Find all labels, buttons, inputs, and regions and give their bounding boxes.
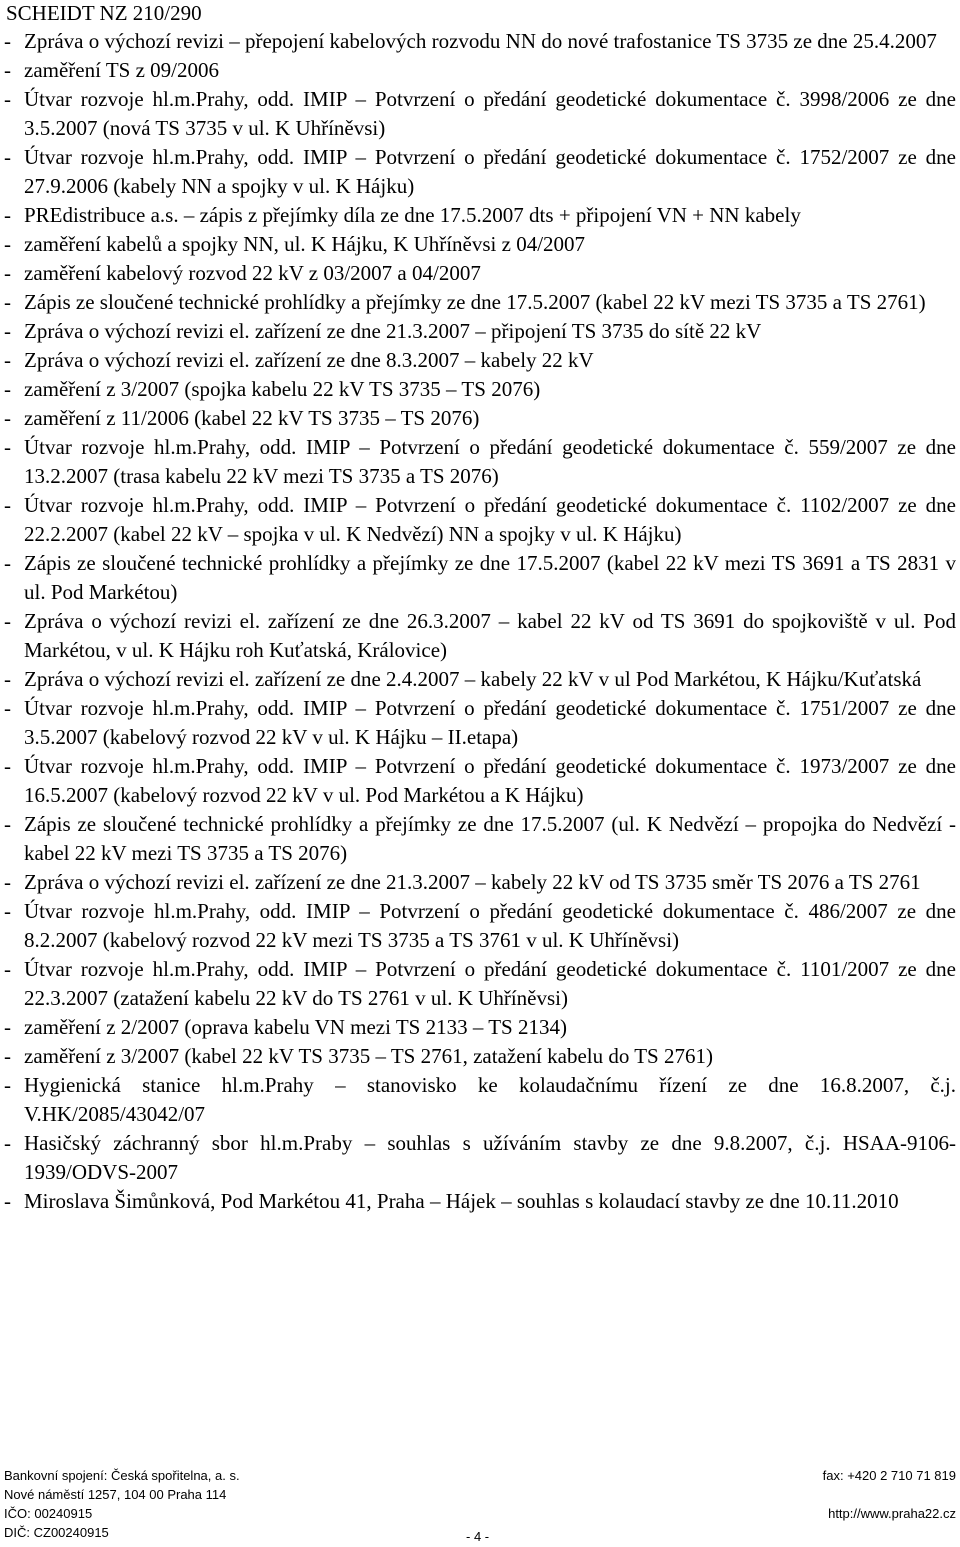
- bullet-dash: -: [4, 1189, 11, 1213]
- list-item-text: Zpráva o výchozí revizi el. zařízení ze dne 8.3.2007 – kabely 22 kV: [24, 348, 594, 372]
- bullet-dash: -: [4, 899, 11, 923]
- list-item-text: Útvar rozvoje hl.m.Prahy, odd. IMIP – Potvrzení o předání geodetické dokumentace č. 1102/2007 ze dne 22.2.2007 (kabel 22 kV – spojka v ul. K Nedvězí) NN a spojky v ul. K Hájku): [24, 493, 956, 546]
- list-item-text: zaměření z 11/2006 (kabel 22 kV TS 3735 – TS 2076): [24, 406, 480, 430]
- bullet-dash: -: [4, 1044, 11, 1068]
- list-item: [0, 346, 960, 375]
- list-item: [0, 955, 960, 1013]
- list-item-text: zaměření kabelů a spojky NN, ul. K Hájku, K Uhříněvsi z 04/2007: [24, 232, 586, 256]
- bullet-dash: -: [4, 348, 11, 372]
- list-item-text: Útvar rozvoje hl.m.Prahy, odd. IMIP – Potvrzení o předání geodetické dokumentace č. 486/2007 ze dne 8.2.2007 (kabelový rozvod 22 kV mezi TS 3735 a TS 3761 v ul. K Uhříněvsi): [24, 899, 956, 952]
- list-item-text: zaměření z 2/2007 (oprava kabelu VN mezi TS 2133 – TS 2134): [24, 1015, 567, 1039]
- list-item: [0, 317, 960, 346]
- fax: fax: +420 2 710 71 819: [822, 1468, 956, 1483]
- list-item: [0, 433, 960, 491]
- list-item-text: Zpráva o výchozí revizi – přepojení kabelových rozvodu NN do nové trafostanice TS 3735 ze dne 25.4.2007: [24, 29, 937, 53]
- page-footer: [0, 1466, 960, 1547]
- list-item: [0, 549, 960, 607]
- list-item-text: Útvar rozvoje hl.m.Prahy, odd. IMIP – Potvrzení o předání geodetické dokumentace č. 1973/2007 ze dne 16.5.2007 (kabelový rozvod 22 kV v ul. Pod Markétou a K Hájku): [24, 754, 956, 807]
- list-item-text: Miroslava Šimůnková, Pod Markétou 41, Praha – Hájek – souhlas s kolaudací stavby ze dne 10.11.2010: [24, 1189, 899, 1213]
- list-item: [0, 1042, 960, 1071]
- list-item: [0, 810, 960, 868]
- website-link[interactable]: http://www.praha22.cz: [828, 1506, 956, 1521]
- page-number: - 4 -: [466, 1529, 490, 1544]
- list-item-text: Zpráva o výchozí revizi el. zařízení ze dne 2.4.2007 – kabely 22 kV v ul Pod Markétou, K Hájku/Kuťatská: [24, 667, 922, 691]
- list-item-text: PREdistribuce a.s. – zápis z přejímky díla ze dne 17.5.2007 dts + připojení VN + NN kabely: [24, 203, 801, 227]
- list-item: [0, 607, 960, 665]
- list-item-text: Útvar rozvoje hl.m.Prahy, odd. IMIP – Potvrzení o předání geodetické dokumentace č. 1101/2007 ze dne 22.3.2007 (zatažení kabelu 22 kV do TS 2761 v ul. K Uhříněvsi): [24, 957, 956, 1010]
- bullet-dash: -: [4, 319, 11, 343]
- bullet-dash: -: [4, 145, 11, 169]
- bullet-dash: -: [4, 29, 11, 53]
- bullet-dash: -: [4, 58, 11, 82]
- bullet-dash: -: [4, 232, 11, 256]
- list-item-text: Zápis ze sloučené technické prohlídky a přejímky ze dne 17.5.2007 (kabel 22 kV mezi TS 3735 a TS 2761): [24, 290, 926, 314]
- list-item-text: zaměření z 3/2007 (kabel 22 kV TS 3735 – TS 2761, zatažení kabelu do TS 2761): [24, 1044, 713, 1068]
- bank-info: Bankovní spojení: Česká spořitelna, a. s.: [4, 1468, 240, 1483]
- list-item-text: Zpráva o výchozí revizi el. zařízení ze dne 21.3.2007 – připojení TS 3735 do sítě 22 kV: [24, 319, 762, 343]
- list-item: [0, 375, 960, 404]
- list-item: [0, 897, 960, 955]
- list-item: [0, 665, 960, 694]
- bullet-dash: -: [4, 609, 11, 633]
- list-item-text: Útvar rozvoje hl.m.Prahy, odd. IMIP – Potvrzení o předání geodetické dokumentace č. 1752/2007 ze dne 27.9.2006 (kabely NN a spojky v ul. K Hájku): [24, 145, 956, 198]
- bullet-dash: -: [4, 957, 11, 981]
- list-item: [0, 259, 960, 288]
- bullet-dash: -: [4, 667, 11, 691]
- dic: DIČ: CZ00240915: [4, 1525, 109, 1540]
- list-item-text: zaměření z 3/2007 (spojka kabelu 22 kV TS 3735 – TS 2076): [24, 377, 541, 401]
- bullet-dash: -: [4, 406, 11, 430]
- list-item-text: Zpráva o výchozí revizi el. zařízení ze dne 21.3.2007 – kabely 22 kV od TS 3735 směr TS 2076 a TS 2761: [24, 870, 921, 894]
- list-item: [0, 56, 960, 85]
- list-item-text: Zápis ze sloučené technické prohlídky a přejímky ze dne 17.5.2007 (kabel 22 kV mezi TS 3691 a TS 2831 v ul. Pod Markétou): [24, 551, 956, 604]
- list-item: [0, 27, 960, 56]
- bullet-dash: -: [4, 1073, 11, 1097]
- bullet-dash: -: [4, 87, 11, 111]
- bullet-dash: -: [4, 435, 11, 459]
- list-item-text: Útvar rozvoje hl.m.Prahy, odd. IMIP – Potvrzení o předání geodetické dokumentace č. 559/2007 ze dne 13.2.2007 (trasa kabelu 22 kV mezi TS 3735 a TS 2076): [24, 435, 956, 488]
- list-item: [0, 868, 960, 897]
- list-item-text: Útvar rozvoje hl.m.Prahy, odd. IMIP – Potvrzení o předání geodetické dokumentace č. 1751/2007 ze dne 3.5.2007 (kabelový rozvod 22 kV v ul. K Hájku – II.etapa): [24, 696, 956, 749]
- list-item: [0, 1071, 960, 1129]
- list-item: [0, 694, 960, 752]
- document-heading: SCHEIDT NZ 210/290: [6, 1, 202, 25]
- bullet-dash: -: [4, 203, 11, 227]
- bullet-dash: -: [4, 290, 11, 314]
- list-item-text: zaměření TS z 09/2006: [24, 58, 219, 82]
- list-item: [0, 404, 960, 433]
- bullet-dash: -: [4, 1015, 11, 1039]
- list-item: [0, 288, 960, 317]
- bullet-dash: -: [4, 551, 11, 575]
- bullet-dash: -: [4, 377, 11, 401]
- address: Nové náměstí 1257, 104 00 Praha 114: [4, 1487, 227, 1502]
- list-item-text: Útvar rozvoje hl.m.Prahy, odd. IMIP – Potvrzení o předání geodetické dokumentace č. 3998/2006 ze dne 3.5.2007 (nová TS 3735 v ul. K Uhříněvsi): [24, 87, 956, 140]
- list-item: [0, 1129, 960, 1187]
- list-item: [0, 230, 960, 259]
- bullet-dash: -: [4, 261, 11, 285]
- footer-left: [4, 1466, 240, 1542]
- bullet-dash: -: [4, 493, 11, 517]
- list-item: [0, 1013, 960, 1042]
- list-item: [0, 491, 960, 549]
- list-item-text: zaměření kabelový rozvod 22 kV z 03/2007 a 04/2007: [24, 261, 481, 285]
- list-item: [0, 1187, 960, 1216]
- bullet-dash: -: [4, 1131, 11, 1155]
- list-item: [0, 143, 960, 201]
- document-list: [0, 27, 960, 1216]
- ico: IČO: 00240915: [4, 1506, 93, 1521]
- list-item: [0, 752, 960, 810]
- list-item-text: Zpráva o výchozí revizi el. zařízení ze dne 26.3.2007 – kabel 22 kV od TS 3691 do spojkoviště v ul. Pod Markétou, v ul. K Hájku roh Kuťatská, Královice): [24, 609, 956, 662]
- list-item: [0, 85, 960, 143]
- list-item-text: Hasičský záchranný sbor hl.m.Praby – souhlas s užíváním stavby ze dne 9.8.2007, č.j. HSAA-9106-1939/ODVS-2007: [24, 1131, 956, 1184]
- bullet-dash: -: [4, 696, 11, 720]
- list-item: [0, 201, 960, 230]
- list-item-text: Hygienická stanice hl.m.Prahy – stanovisko ke kolaudačnímu řízení ze dne 16.8.2007, č.j. V.HK/2085/43042/07: [24, 1073, 956, 1126]
- footer-right: [823, 1466, 956, 1523]
- bullet-dash: -: [4, 812, 11, 836]
- bullet-dash: -: [4, 870, 11, 894]
- list-item-text: Zápis ze sloučené technické prohlídky a přejímky ze dne 17.5.2007 (ul. K Nedvězí – propojka do Nedvězí - kabel 22 kV mezi TS 3735 a TS 2076): [24, 812, 956, 865]
- bullet-dash: -: [4, 754, 11, 778]
